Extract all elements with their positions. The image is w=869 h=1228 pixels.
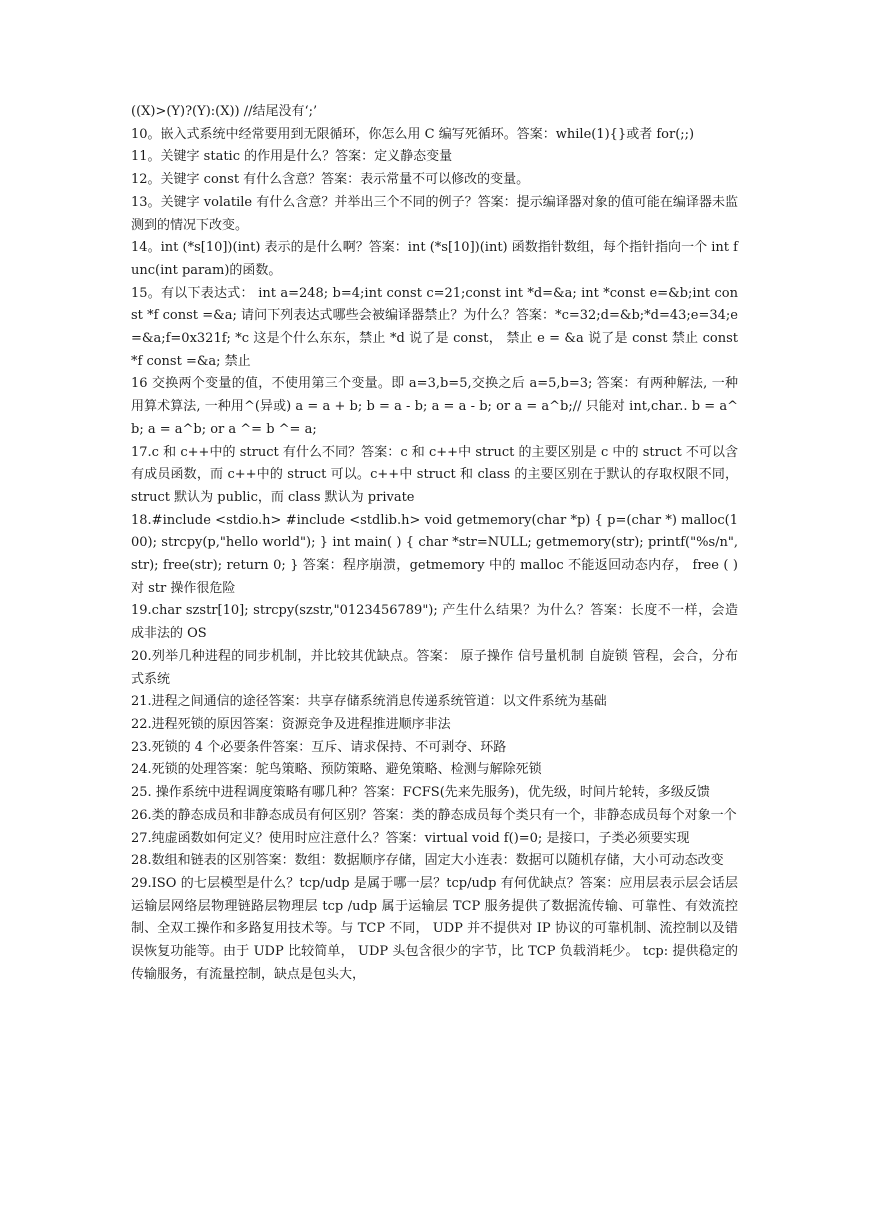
paragraph-q12: 12。关键字 const 有什么含意？答案：表示常量不可以修改的变量。 — [131, 172, 530, 188]
paragraph-q27: 27.纯虚函数如何定义？使用时应注意什么？答案：virtual void f()=0; 是接口，子类必须要实现 — [131, 830, 690, 846]
paragraph-q22: 22.进程死锁的原因答案：资源竞争及进程推进顺序非法 — [131, 716, 451, 732]
paragraph-q23: 23.死锁的 4 个必要条件答案：互斥、请求保持、不可剥夺、环路 — [131, 739, 507, 755]
paragraph-q26: 26.类的静态成员和非静态成员有何区别？答案：类的静态成员每个类只有一个，非静态成员每个对象一个 — [131, 807, 737, 823]
paragraph-q18: 18.#include <stdio.h> #include <stdlib.h> void getmemory(char *p) { p=(char *) malloc(100); strcpy(p,"hello world"); } int main( ) { char *str=NULL; getmemory(str); printf("%s/n",str); free(str); return 0; } 答案：程序崩溃，getmemory 中的 malloc 不能返回动态内存， free ( ) 对 str 操作很危险 — [131, 512, 738, 596]
paragraph-q21: 21.进程之间通信的途径答案：共享存储系统消息传递系统管道：以文件系统为基础 — [131, 694, 607, 710]
paragraph-q14: 14。int (*s[10])(int) 表示的是什么啊？答案：int (*s[10])(int) 函数指针数组，每个指针指向一个 int func(int param)的函数。 — [131, 240, 738, 278]
paragraph-q20: 20.列举几种进程的同步机制，并比较其优缺点。答案： 原子操作 信号量机制 自旋锁 管程，会合，分布式系统 — [131, 648, 738, 687]
paragraph-q15: 15。有以下表达式： int a=248; b=4;int const c=21;const int *d=&a; int *const e=&b;int const *f const =&a; 请问下列表达式哪些会被编译器禁止？为什么？答案：*c=32;d=&b;*d=43;e=34;e=&a;f=0x321f; *c 这是个什么东东，禁止 *d 说了是 const， 禁止 e = &a 说了是 const 禁止 const *f const =&a; 禁止 — [131, 285, 738, 369]
paragraph-q16: 16 交换两个变量的值，不使用第三个变量。即 a=3,b=5,交换之后 a=5,b=3; 答案：有两种解法, 一种用算术算法, 一种用^(异或) a = a + b; b = a - b; a = a - b; or a = a^b;// 只能对 int,char.. b = a^b; a = a^b; or a ^= b ^= a; — [131, 376, 738, 437]
paragraph-q25: 25. 操作系统中进程调度策略有哪几种？答案：FCFS(先来先服务)，优先级，时间片轮转，多级反馈 — [131, 785, 710, 801]
paragraph-macro-min: ((X)>(Y)?(Y):(X)) //结尾没有‘;’ — [131, 104, 318, 119]
paragraph-q19: 19.char szstr[10]; strcpy(szstr,"0123456789"); 产生什么结果？为什么？答案：长度不一样，会造成非法的 OS — [131, 603, 738, 642]
paragraph-q17: 17.c 和 c++中的 struct 有什么不同？答案：c 和 c++中 struct 的主要区别是 c 中的 struct 不可以含有成员函数，而 c++中的 struct 可以。c++中 struct 和 class 的主要区别在于默认的存取权限不同，struct 默认为 public，而 class 默认为 private — [131, 444, 738, 505]
paragraph-q29: 29.ISO 的七层模型是什么？tcp/udp 是属于哪一层？tcp/udp 有何优缺点？答案：应用层表示层会话层运输层网络层物理链路层物理层 tcp /udp 属于运输层 TCP 服务提供了数据流传输、可靠性、有效流控制、全双工操作和多路复用技术等。与 TCP 不同， UDP 并不提供对 IP 协议的可靠机制、流控制以及错误恢复功能等。由于 UDP 比较简单， UDP 头包含很少的字节，比 TCP 负载消耗少。 tcp: 提供稳定的传输服务，有流量控制，缺点是包头大， — [131, 875, 738, 982]
paragraph-q24: 24.死锁的处理答案：鸵鸟策略、预防策略、避免策略、检测与解除死锁 — [131, 762, 542, 778]
paragraph-q11: 11。关键字 static 的作用是什么？答案：定义静态变量 — [131, 149, 453, 165]
paragraph-q10: 10。嵌入式系统中经常要用到无限循环，你怎么用 C 编写死循环。答案：while(1){}或者 for(;;) — [131, 126, 695, 142]
paragraph-q28: 28.数组和链表的区别答案：数组：数据顺序存储，固定大小连表：数据可以随机存储，大小可动态改变 — [131, 853, 724, 869]
paragraph-q13: 13。关键字 volatile 有什么含意？并举出三个不同的例子？答案：提示编译器对象的值可能在编译器未监测到的情况下改变。 — [131, 194, 738, 233]
document-body — [131, 101, 738, 986]
